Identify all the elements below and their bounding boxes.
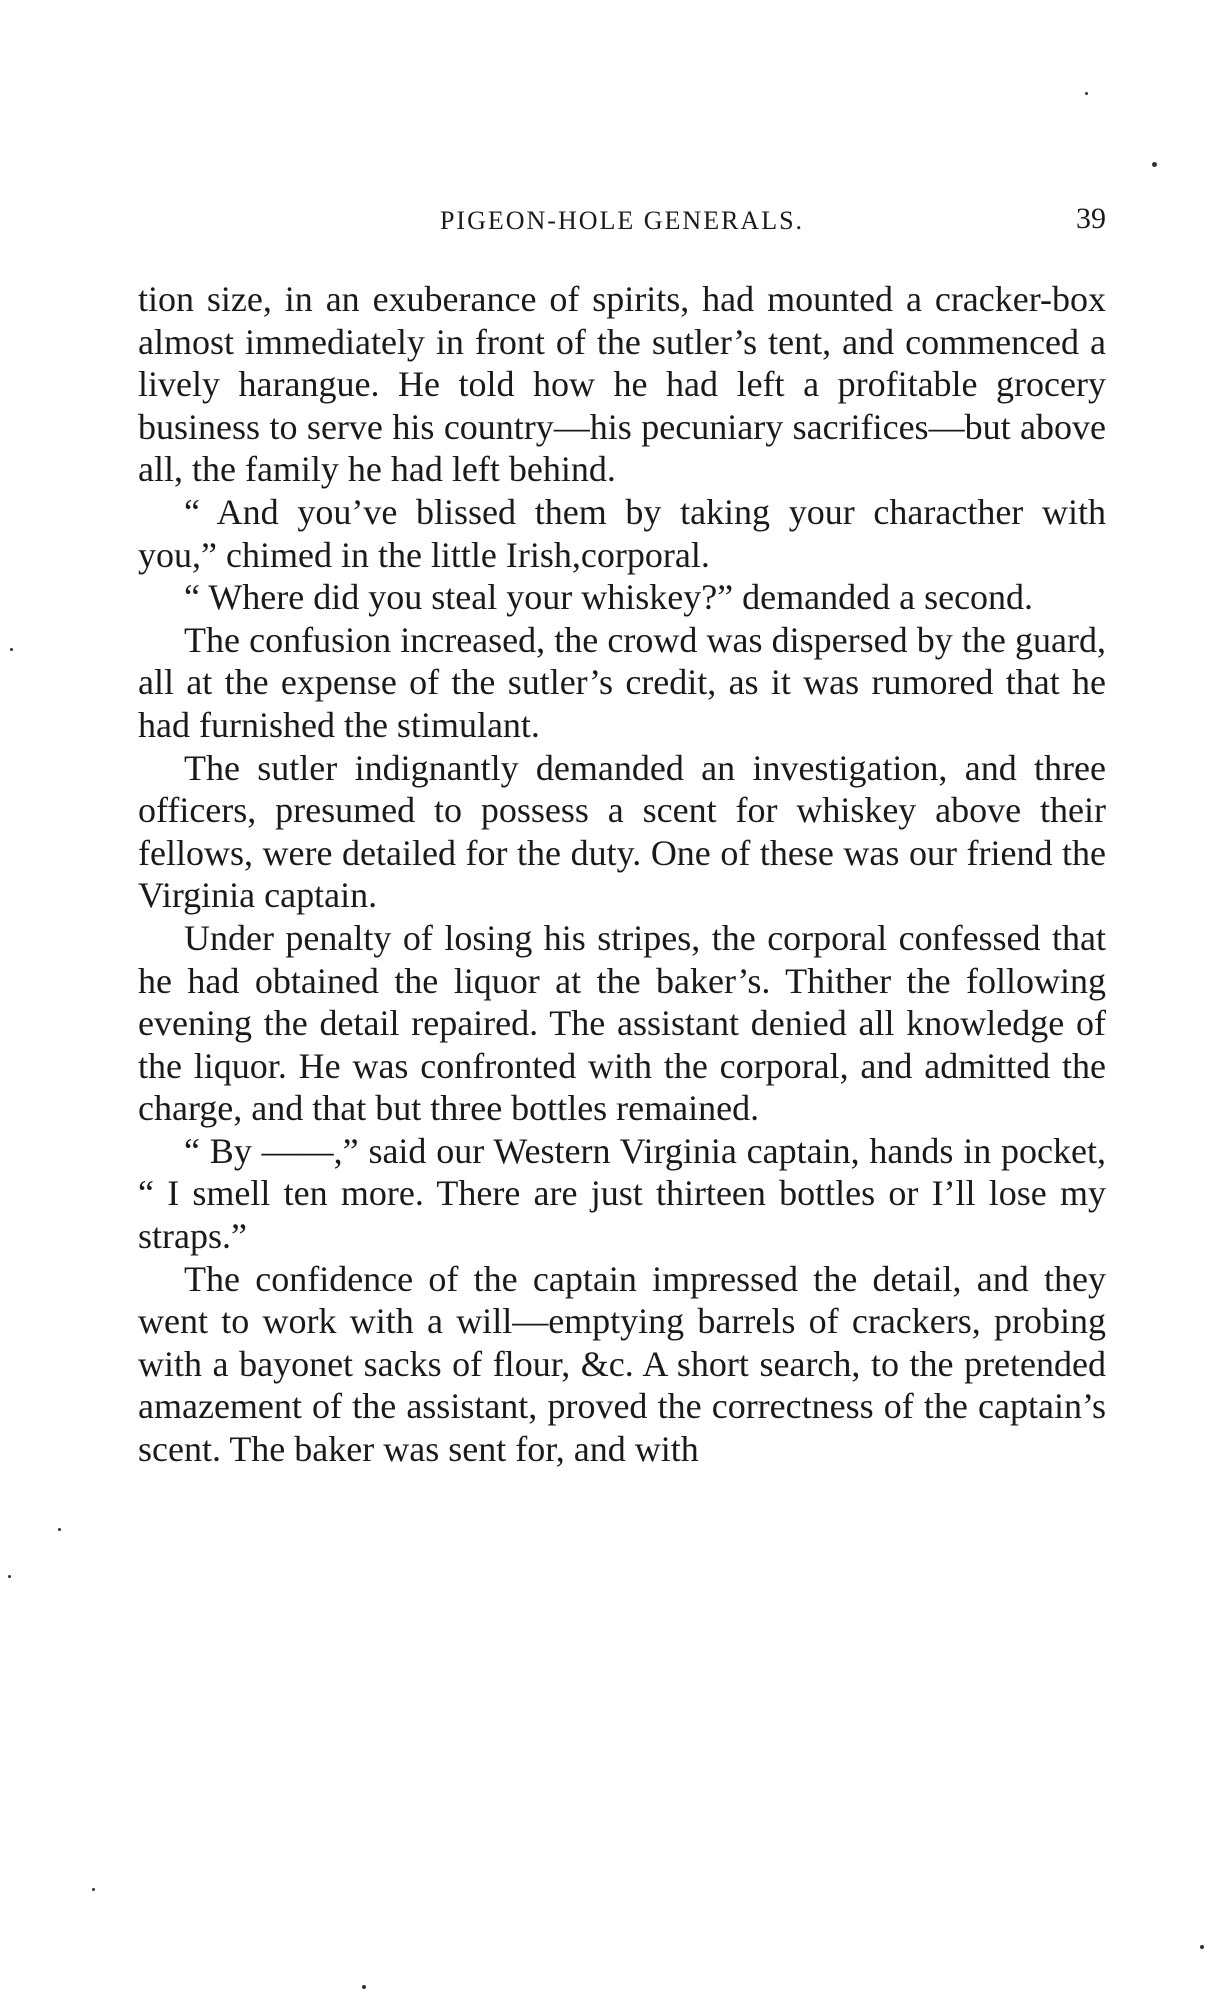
- scan-speck: [1152, 162, 1157, 167]
- body-text: [138, 278, 1106, 1471]
- page-number: 39: [1076, 202, 1106, 235]
- paragraph-7: “ By ——,” said our Western Virginia captain, hands in pocket, “ I smell ten more. There are just thirteen bottles or I’ll lose my straps.”: [138, 1130, 1106, 1257]
- running-title: PIGEON-HOLE GENERALS.: [439, 206, 805, 235]
- scan-speck: [362, 1985, 366, 1989]
- paragraph-8: The confidence of the captain impressed the detail, and they went to work with a will—emptying barrels of crackers, probing with a bayonet sacks of flour, &c. A short search, to the pretended amazement of the assistant, proved the correctness of the captain’s scent. The baker was sent for, and with: [138, 1258, 1106, 1470]
- scan-speck: [10, 648, 13, 651]
- scan-speck: [1200, 1945, 1204, 1949]
- running-head: [138, 200, 1106, 240]
- scan-speck: [92, 1888, 95, 1891]
- paragraph-6: Under penalty of losing his stripes, the corporal confessed that he had obtained the liquor at the baker’s. Thither the following evening the detail repaired. The assistant denied all knowledge of the liquor. He was confronted with the corporal, and admitted the charge, and that but three bottles remained.: [138, 917, 1106, 1129]
- paragraph-5: The sutler indignantly demanded an investigation, and three officers, presumed to possess a scent for whiskey above their fellows, were detailed for the duty. One of these was our friend the Virginia captain.: [138, 747, 1106, 916]
- scan-speck: [1085, 92, 1088, 95]
- scan-speck: [58, 1528, 61, 1531]
- paragraph-3: “ Where did you steal your whiskey?” demanded a second.: [184, 577, 1034, 618]
- paragraph-2: “ And you’ve blissed them by taking your characther with you,” chimed in the little Irish,corporal.: [138, 491, 1106, 575]
- scan-speck: [8, 1575, 11, 1578]
- paragraph-1: tion size, in an exuberance of spirits, had mounted a cracker-box almost immediately in front of the sutler’s tent, and commenced a lively harangue. He told how he had left a profitable grocery business to serve his country—his pecuniary sacrifices—but above all, the family he had left behind.: [138, 279, 1106, 490]
- paragraph-4: The confusion increased, the crowd was dispersed by the guard, all at the expense of the sutler’s credit, as it was rumored that he had furnished the stimulant.: [138, 619, 1106, 745]
- book-page: [138, 200, 1106, 1471]
